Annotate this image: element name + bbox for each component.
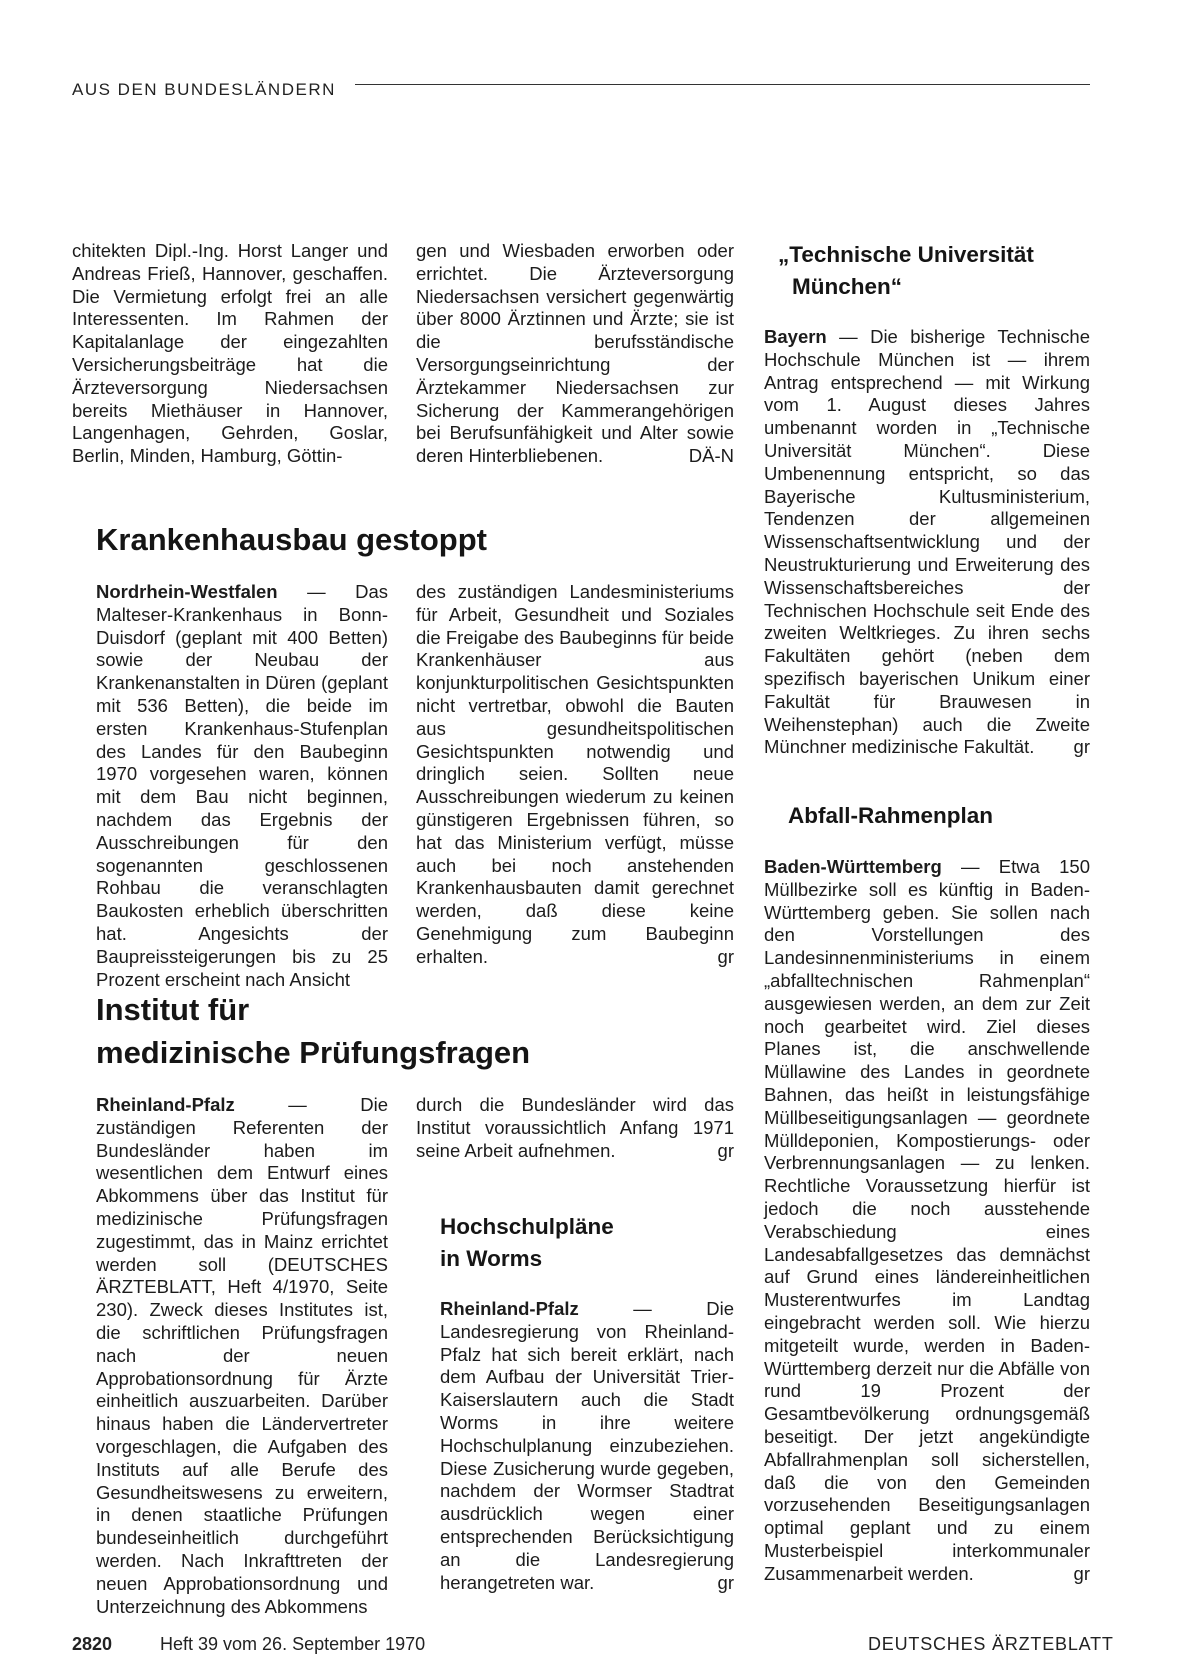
article-text: — Etwa 150 Müllbezirke soll es künftig in Baden-Württemberg geben. Sie sollen nach den Vorstellungen des Landesinnenministeriums in einem „abfalltechnischen Rahmenplan“ ausgewiesen werden, an dem zur Zeit noch gearbeitet wird. Ziel dieses Planes ist, die anschwellende Müllawine des Landes in geordnete Bahnen, das heißt in leistungsfähige Müllbeseitigungsanlagen — geordnete Mülldeponien, Kompostierungs- oder Verbrennungsanlagen — zu lenken. Rechtliche Voraussetzung hierfür ist jedoch die noch ausstehende Verabschiedung eines Landesabfallgesetzes das demnächst auf Grund eines ländereinheitlichen Musterentwurfes im Landtag eingebracht werden soll. Wie hierzu mitgeteilt wurde, werden in Baden-Württemberg derzeit nur die Abfälle von rund 19 Prozent der Gesamtbevölkerung ordnungsgemäß beseitigt. Der jetzt angekündigte Abfallrahmenplan soll sicherstellen, daß die von den Gemeinden vorzusehenden Beseitigungsanlagen optimal geplant und zu einem Musterbeispiel interkommunaler Zusammenarbeit werden. xyxy=(764,856,1090,1584)
institut-col-1 xyxy=(96,1094,388,1618)
article-text: des zuständigen Landesministeriums für Arbeit, Gesundheit und Soziales die Freigabe des Baubeginns für beide Krankenhäuser aus konjunkturpolitischen Gesichtspunkten nicht vertretbar, obwohl die Bauten aus gesundheitspolitischen Gesichtspunkten notwendig und dringlich seien. Sollten neue Ausschreibungen wiederum zu keinen günstigeren Ergebnissen führen, so hat das Ministerium verfügt, müsse auch bei noch anstehenden Krankenhausbauten damit gerechnet werden, daß diese keine Genehmigung zum Baubeginn erhalten. xyxy=(416,581,734,967)
continued-text-2: gen und Wiesbaden erworben oder errichtet. Die Ärzteversorgung Niedersachsen versichert gegenwärtig über 8000 Ärztinnen und Ärzte; sie ist die berufsständische Versorgungseinrichtung der Ärztekammer Niedersachsen zur Sicherung der Kammerangehörigen bei Berufsunfähigkeit und Alter sowie deren Hinterbliebenen. xyxy=(416,240,734,467)
region-lead: Rheinland-Pfalz xyxy=(96,1094,235,1115)
journal-name: DEUTSCHES ÄRZTEBLATT xyxy=(868,1634,1114,1654)
signature: DÄ-N xyxy=(688,445,734,467)
signature: gr xyxy=(717,1571,734,1593)
article-text: — Die bisherige Technische Hochschule München ist — ihrem Antrag entsprechend — mit Wirkung vom 1. August dieses Jahres umbenannt worden in „Technische Universität München“. Diese Umbenennung entspricht, so das Bayerische Kultusministerium, Tendenzen der allgemeinen Wissenschaftsentwicklung und der Neustrukturierung und Erweiterung des Wissenschaftsbereiches der Technischen Hochschule seit Ende des zweiten Weltkrieges. Zu ihren sechs Fakultäten gehört (neben dem spezifisch bayerischen Unikum einer Fakultät für Brauwesen in Weihenstephan) auch die Zweite Münchner medizinische Fakultät. xyxy=(764,326,1090,758)
tum-col xyxy=(764,326,1090,759)
signature: gr xyxy=(717,945,734,967)
continued-text-1: chitekten Dipl.-Ing. Horst Langer und Andreas Frieß, Hannover, geschaffen. Die Vermietung erfolgt frei an alle Interessenten. Im Rahmen der Kapitalanlage der eingezahlten Versicherungsbeiträge hat die Ärzteversorgung Niedersachsen bereits Miethäuser in Hannover, Langenhagen, Gehrden, Goslar, Berlin, Minden, Hamburg, Göttin- xyxy=(72,240,388,467)
region-lead: Nordrhein-Westfalen xyxy=(96,581,278,602)
section-header: AUS DEN BUNDESLÄNDERN xyxy=(72,80,336,99)
article-title-line-1: Institut für xyxy=(96,992,250,1027)
krankenhaus-col-2 xyxy=(416,581,734,969)
continued-col-1 xyxy=(72,240,388,468)
signature: gr xyxy=(1073,736,1090,758)
region-lead: Rheinland-Pfalz xyxy=(440,1298,579,1319)
abfall-col xyxy=(764,856,1090,1586)
article-text: durch die Bundesländer wird das Institut voraussichtlich Anfang 1971 seine Arbeit aufnehmen. xyxy=(416,1094,734,1161)
signature: gr xyxy=(717,1139,734,1161)
article-title-line-2: München“ xyxy=(792,274,902,299)
article-title-line-2: medizinische Prüfungsfragen xyxy=(96,1035,531,1070)
article-text: — Die Landesregierung von Rheinland-Pfalz hat sich bereit erklärt, nach dem Aufbau der Universität Trier-Kaiserslautern auch die Stadt Worms in ihre weitere Hochschulplanung einzubeziehen. Diese Zusicherung wurde gegeben, nachdem der Wormser Stadtrat ausdrücklich wegen einer entsprechenden Berücksichtigung an die Landesregierung herangetreten war. xyxy=(440,1298,734,1593)
article-title-line-1: Hochschulpläne xyxy=(440,1214,614,1239)
hochschul-col xyxy=(440,1298,734,1594)
article-title: Krankenhausbau gestoppt xyxy=(96,522,487,557)
header-rule xyxy=(355,84,1090,85)
continued-col-2 xyxy=(416,240,734,468)
article-text: — Die zuständigen Referenten der Bundesländer haben im wesentlichen dem Entwurf eines Abkommens über das Institut für medizinische Prüfungsfragen zugestimmt, das in Mainz errichtet werden soll (DEUTSCHES ÄRZTEBLATT, Heft 4/1970, Seite 230). Zweck dieses Institutes ist, die schriftlichen Prüfungsfragen nach der neuen Approbationsordnung für Ärzte einheitlich auszuarbeiten. Darüber hinaus haben die Ländervertreter vorgeschlagen, die Aufgaben des Instituts auf alle Berufe des Gesundheitswesens zu erweitern, in denen staatliche Prüfungen bundeseinheitlich durchgeführt werden. Nach Inkrafttreten der neuen Approbationsordnung und Unterzeichnung des Abkommens xyxy=(96,1094,388,1617)
article-title: Abfall-Rahmenplan xyxy=(788,803,994,828)
article-title-line-2: in Worms xyxy=(440,1246,543,1271)
page-number: 2820 xyxy=(72,1634,113,1654)
region-lead: Baden-Württemberg xyxy=(764,856,942,877)
region-lead: Bayern xyxy=(764,326,827,347)
krankenhaus-col-1 xyxy=(96,581,388,991)
institut-col-2 xyxy=(416,1094,734,1162)
issue-info: Heft 39 vom 26. September 1970 xyxy=(160,1634,426,1654)
signature: gr xyxy=(1073,1562,1090,1584)
article-text: — Das Malteser-Krankenhaus in Bonn-Duisdorf (geplant mit 400 Betten) sowie der Neubau der Krankenanstalten in Düren (geplant mit 536 Betten), die beide im ersten Krankenhaus-Stufenplan des Landes für den Baubeginn 1970 vorgesehen waren, können mit dem Bau nicht beginnen, nachdem das Ergebnis der Ausschreibungen für den sogenannten geschlossenen Rohbau die veranschlagten Baukosten erheblich überschritten hat. Angesichts der Baupreissteigerungen bis zu 25 Prozent erscheint nach Ansicht xyxy=(96,581,388,990)
article-title-line-1: „Technische Universität xyxy=(778,242,1034,267)
